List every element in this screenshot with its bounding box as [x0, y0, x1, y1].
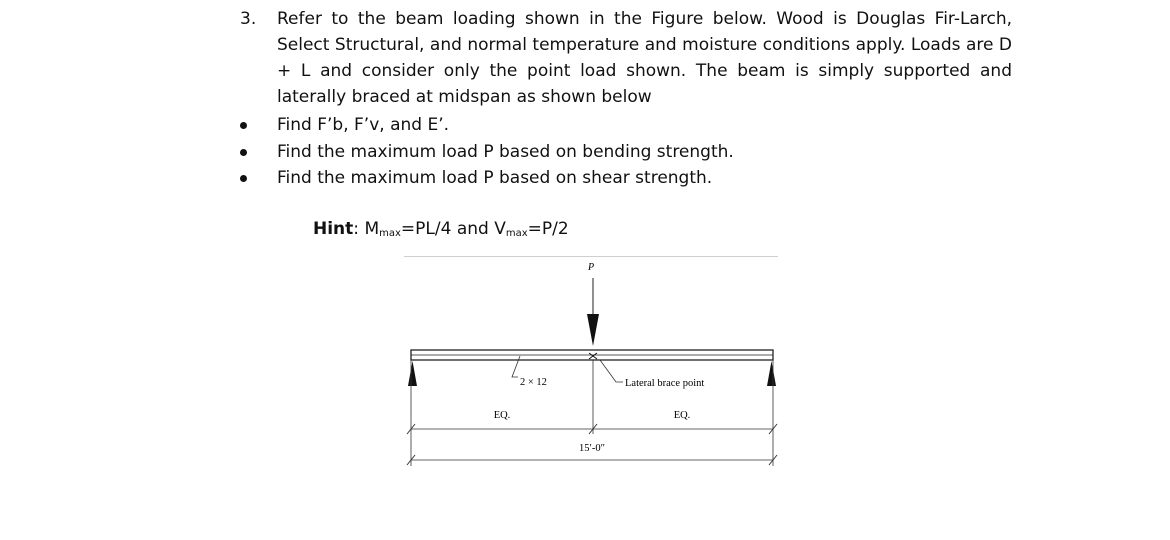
hint-v-eq: =P/2 — [527, 219, 569, 239]
bullet-dot-icon — [240, 149, 247, 156]
left-support-icon — [408, 361, 417, 386]
hint-m: M — [364, 219, 380, 239]
span-label: 15′-0″ — [579, 443, 605, 454]
problem-text: Refer to the beam loading shown in the Figure below. Wood is Douglas Fir-Larch, Select Structural, and normal temperature and moisture conditions apply. Loads are D + L and consider only the point load shown. The beam is simply supported and laterally braced at midspan as shown below — [277, 9, 1012, 107]
right-eq-label: EQ. — [673, 410, 691, 421]
beam-diagram — [404, 256, 780, 468]
task-text: Find the maximum load P based on shear strength. — [277, 168, 713, 188]
hint-m-sub: max — [379, 228, 401, 239]
member-label: 2 × 12 — [520, 377, 547, 388]
bullet-dot-icon — [240, 122, 247, 129]
task-text: Find F’b, F’v, and E’. — [277, 115, 450, 135]
load-arrow-head-icon — [587, 314, 599, 346]
left-eq-label: EQ. — [493, 410, 511, 421]
task-text: Find the maximum load P based on bending strength. — [277, 141, 734, 162]
hint-line — [313, 219, 569, 239]
hint-label: Hint — [313, 219, 354, 239]
bullet-dot-icon — [240, 175, 247, 182]
load-label: P — [587, 262, 595, 273]
hint-colon: : — [353, 219, 360, 239]
brace-leader — [600, 360, 623, 382]
problem-number: 3. — [240, 9, 257, 29]
beam-figure — [404, 256, 780, 472]
hint-m-eq: =PL/4 and — [400, 219, 495, 239]
hint-v-sub: max — [505, 228, 528, 239]
right-support-icon — [767, 361, 776, 386]
hint-v: V — [494, 219, 506, 239]
brace-label: Lateral brace point — [625, 378, 705, 389]
